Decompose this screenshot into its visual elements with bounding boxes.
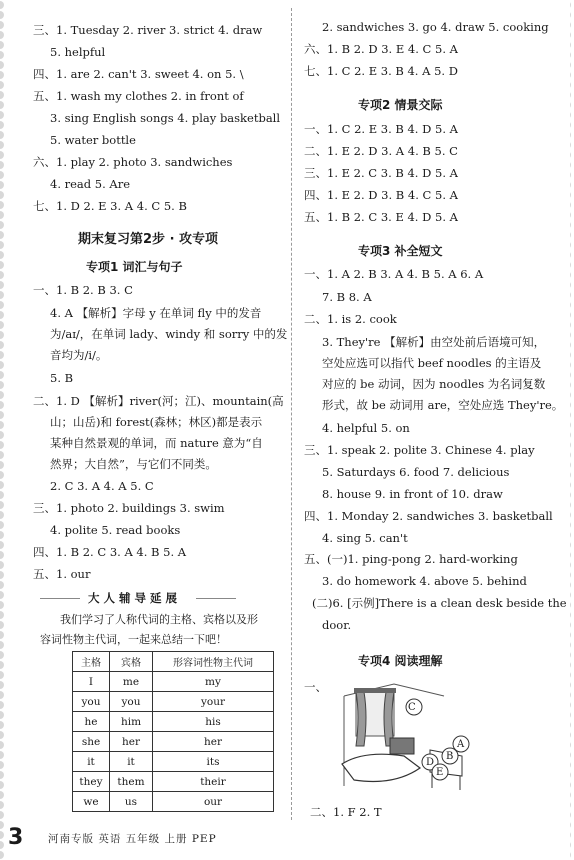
- answer-line: 五、1. wash my clothes 2. in front of: [33, 89, 244, 103]
- answer-line: 三、1. E 2. C 3. B 4. D 5. A: [304, 166, 458, 180]
- table-cell: I: [73, 672, 110, 692]
- table-row: [73, 692, 274, 712]
- table-cell: it: [73, 752, 110, 772]
- table-header: 宾格: [110, 652, 153, 672]
- answer-line: 四、1. Monday 2. sandwiches 3. basketball: [304, 509, 553, 523]
- table-cell: our: [153, 792, 274, 812]
- answer-line: 5. Saturdays 6. food 7. delicious: [322, 465, 510, 479]
- guide-text: 我们学习了人称代词的主格、宾格以及形: [60, 613, 258, 626]
- table-row: [73, 712, 274, 732]
- answer-line: 4. helpful 5. on: [322, 421, 410, 435]
- answer-line: 四、1. E 2. D 3. B 4. C 5. A: [304, 188, 458, 202]
- answer-line: door.: [322, 618, 352, 632]
- picture-label-a: A: [457, 739, 465, 750]
- picture-label-e: E: [436, 767, 444, 778]
- guide-title: 大 人 辅 导 延 展: [88, 591, 178, 605]
- guide-title-line-right: [196, 598, 236, 599]
- topic4-title: 专项4 阅读理解: [358, 654, 443, 668]
- answer-line: 六、1. play 2. photo 3. sandwiches: [33, 155, 233, 169]
- answer-line: 二、1. is 2. cook: [304, 312, 397, 326]
- table-cell: my: [153, 672, 274, 692]
- picture-label-b: B: [446, 751, 454, 762]
- table-cell: us: [110, 792, 153, 812]
- answer-line: 4. read 5. Are: [50, 177, 131, 191]
- answer-line: 山；山岳)和 forest(森林；林区)都是表示: [50, 415, 263, 429]
- answer-line: 形式，故 be 动词用 are，空处应选 They're。: [322, 398, 564, 412]
- table-cell: him: [110, 712, 153, 732]
- answer-line: 2. sandwiches 3. go 4. draw 5. cooking: [322, 20, 549, 34]
- answer-line: 4. sing 5. can't: [322, 531, 408, 545]
- answer-line: 三、1. Tuesday 2. river 3. strict 4. draw: [33, 23, 263, 37]
- table-cell: his: [153, 712, 274, 732]
- table-cell: them: [110, 772, 153, 792]
- answer-line: 对应的 be 动词，因为 noodles 为名词复数: [322, 377, 546, 391]
- picture-label-d: D: [426, 757, 435, 768]
- table-row: [73, 752, 274, 772]
- answer-line: 一、1. A 2. B 3. A 4. B 5. A 6. A: [304, 267, 484, 281]
- table-cell: her: [153, 732, 274, 752]
- table-cell: its: [153, 752, 274, 772]
- answer-line: 然界；大自然”，与它们不同类。: [50, 457, 217, 471]
- table-cell: me: [110, 672, 153, 692]
- table-cell: her: [110, 732, 153, 752]
- answer-line: 五、(一)1. ping-pong 2. hard-working: [304, 552, 518, 566]
- topic2-title: 专项2 情景交际: [358, 98, 443, 112]
- column-divider: [291, 8, 292, 820]
- table-cell: they: [73, 772, 110, 792]
- page-number: 3: [8, 825, 24, 850]
- answer-line: 六、1. B 2. D 3. E 4. C 5. A: [304, 42, 458, 56]
- answer-line: 7. B 8. A: [322, 290, 372, 304]
- answer-line: 3. sing English songs 4. play basketball: [50, 111, 281, 125]
- answer-line: 一、: [304, 680, 327, 694]
- answer-line: 3. do homework 4. above 5. behind: [322, 574, 527, 588]
- answer-line: 8. house 9. in front of 10. draw: [322, 487, 503, 501]
- answer-line: 为/aɪ/，在单词 lady、windy 和 sorry 中的发: [50, 327, 288, 341]
- left-edge-decoration: [0, 0, 5, 860]
- answer-line: 二、1. F 2. T: [310, 805, 382, 819]
- table-cell: your: [153, 692, 274, 712]
- answer-line: 四、1. are 2. can't 3. sweet 4. on 5. \: [33, 67, 244, 81]
- answer-line: 4. A 【解析】字母 y 在单词 fly 中的发音: [50, 306, 262, 320]
- picture-label-c: C: [408, 702, 416, 713]
- table-row: [73, 732, 274, 752]
- step-title: 期末复习第2步 · 攻专项: [78, 232, 219, 247]
- answer-line: 五、1. B 2. C 3. E 4. D 5. A: [304, 210, 458, 224]
- table-cell: it: [110, 752, 153, 772]
- answer-line: 5. B: [50, 371, 74, 385]
- table-cell: he: [73, 712, 110, 732]
- table-cell: their: [153, 772, 274, 792]
- answer-line: 一、1. B 2. B 3. C: [33, 283, 133, 297]
- answer-line: 空处应选可以指代 beef noodles 的主语及: [322, 356, 542, 370]
- answer-line: 二、1. E 2. D 3. A 4. B 5. C: [304, 144, 458, 158]
- guide-text: 容词性物主代词，一起来总结一下吧！: [40, 633, 227, 646]
- table-cell: you: [73, 692, 110, 712]
- answer-line: 二、1. D 【解析】river(河；江)、mountain(高: [33, 394, 284, 408]
- answer-line: 2. C 3. A 4. A 5. C: [50, 479, 154, 493]
- answer-line: 4. polite 5. read books: [50, 523, 181, 537]
- table-cell: we: [73, 792, 110, 812]
- answer-line: 七、1. D 2. E 3. A 4. C 5. B: [33, 199, 187, 213]
- table-cell: she: [73, 732, 110, 752]
- answer-line: 七、1. C 2. E 3. B 4. A 5. D: [304, 64, 458, 78]
- guide-title-line-left: [40, 598, 80, 599]
- table-row: [73, 792, 274, 812]
- answer-line: 3. They're 【解析】由空处前后语境可知，: [322, 335, 546, 349]
- answer-line: 三、1. speak 2. polite 3. Chinese 4. play: [304, 443, 535, 457]
- table-header: 形容词性物主代词: [153, 652, 274, 672]
- answer-line: 音均为/i/。: [50, 348, 108, 362]
- footer-text: 河南专版 英语 五年级 上册 PEP: [48, 833, 217, 845]
- answer-line: 某种自然景观的单词，而 nature 意为“自: [50, 436, 263, 450]
- topic1-title: 专项1 词汇与句子: [86, 260, 183, 274]
- bedroom-illustration: [334, 676, 484, 796]
- answer-line: 5. helpful: [50, 45, 106, 59]
- answer-line: (二)6. [示例]There is a clean desk beside the: [312, 596, 567, 610]
- table-header: 主格: [73, 652, 110, 672]
- answer-line: 5. water bottle: [50, 133, 136, 147]
- topic3-title: 专项3 补全短文: [358, 244, 443, 258]
- table-row: [73, 672, 274, 692]
- table-cell: you: [110, 692, 153, 712]
- answer-line: 一、1. C 2. E 3. B 4. D 5. A: [304, 122, 458, 136]
- answer-line: 五、1. our: [33, 567, 91, 581]
- pronoun-table: [72, 651, 274, 812]
- table-row: [73, 772, 274, 792]
- answer-line: 四、1. B 2. C 3. A 4. B 5. A: [33, 545, 187, 559]
- right-edge-decoration: [566, 0, 571, 860]
- answer-line: 三、1. photo 2. buildings 3. swim: [33, 501, 225, 515]
